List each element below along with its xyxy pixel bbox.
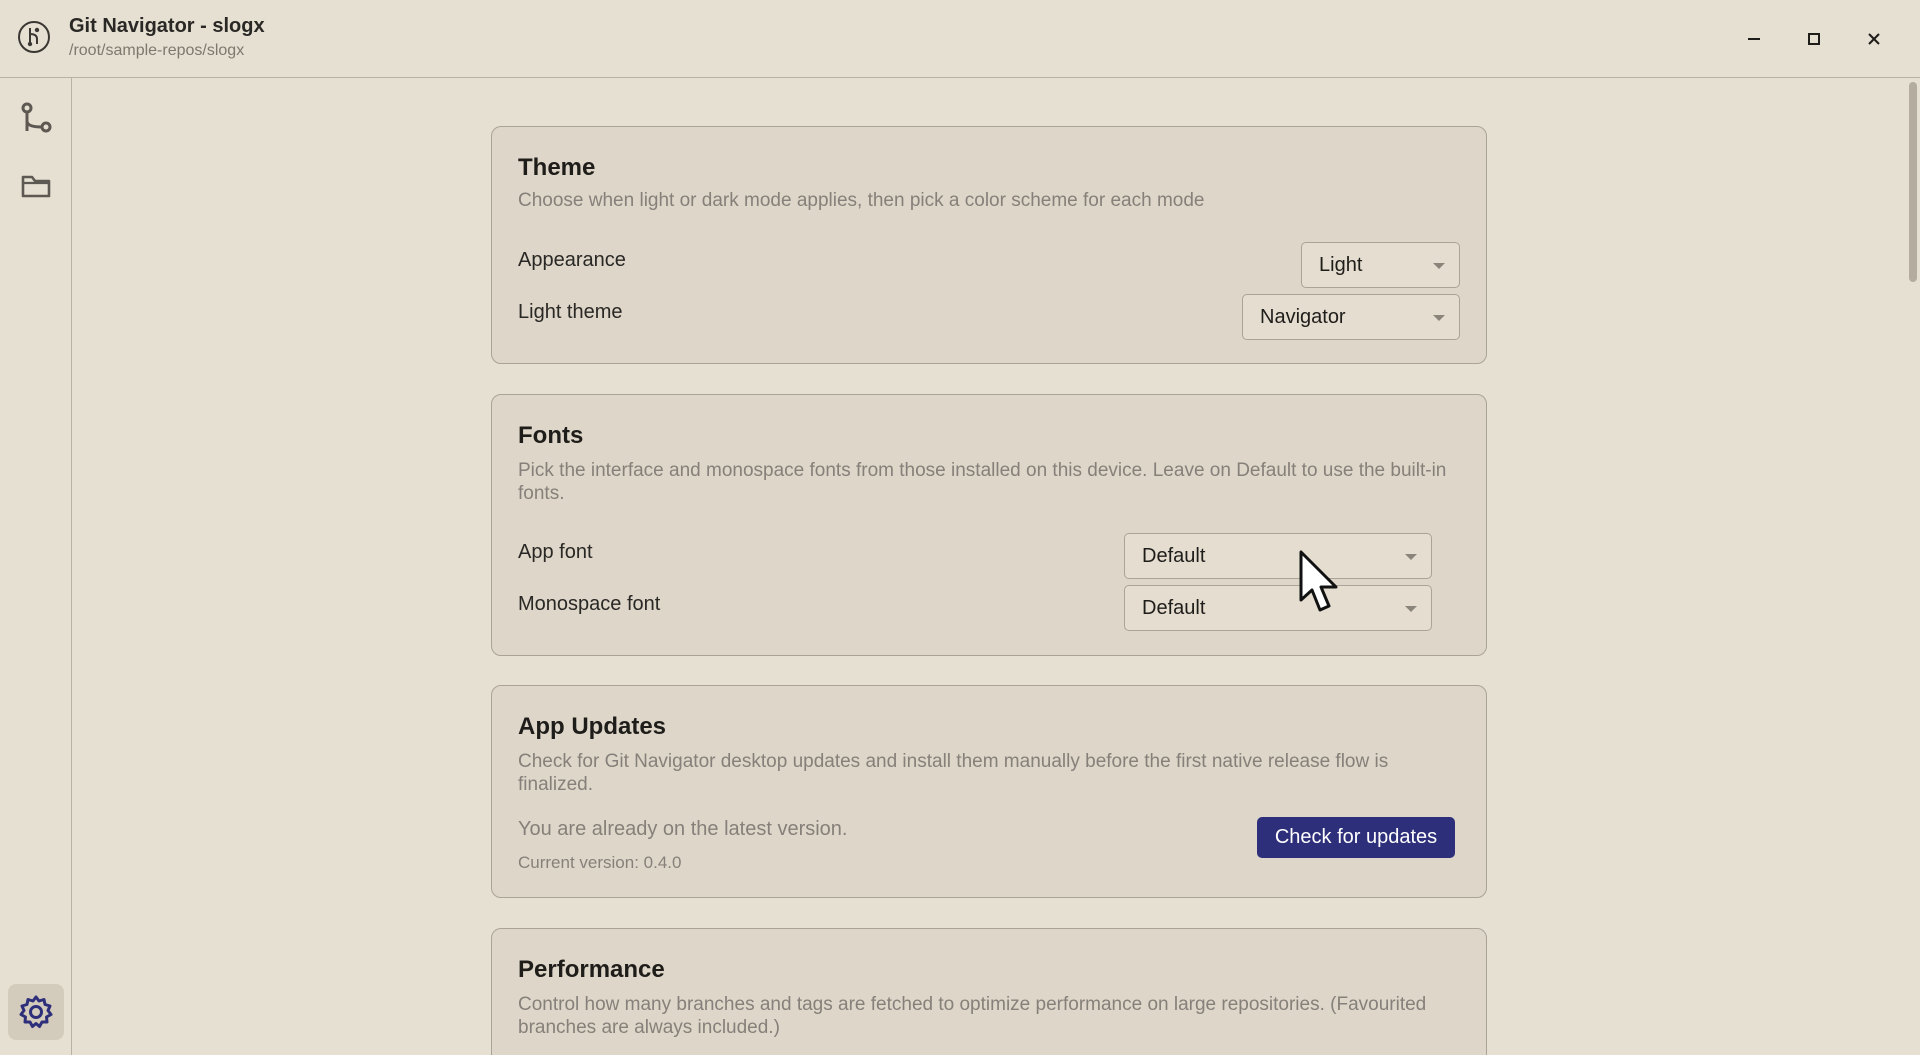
app-logo-icon [17, 20, 51, 54]
chevron-down-icon [1405, 606, 1417, 612]
folder-icon [19, 169, 53, 203]
sidebar-item-repositories[interactable] [8, 158, 64, 214]
updates-description: Check for Git Navigator desktop updates and install them manually before the first native release flow is finalized. [518, 751, 1389, 795]
current-version: Current version: 0.4.0 [518, 853, 682, 872]
minimize-button[interactable] [1737, 22, 1771, 56]
minimize-icon [1746, 31, 1762, 47]
fonts-card [491, 394, 1487, 656]
performance-card [491, 928, 1487, 1055]
app-font-select[interactable] [1124, 533, 1432, 579]
light-theme-value: Navigator [1260, 305, 1346, 328]
mono-font-select[interactable] [1124, 585, 1432, 631]
sidebar-item-settings[interactable] [8, 984, 64, 1040]
appearance-label: Appearance [518, 249, 626, 271]
chevron-down-icon [1433, 263, 1445, 269]
maximize-button[interactable] [1797, 22, 1831, 56]
performance-title: Performance [518, 956, 665, 983]
appearance-select[interactable] [1301, 242, 1460, 288]
close-icon [1866, 31, 1882, 47]
gear-icon [17, 993, 55, 1031]
sidebar-item-branches[interactable] [8, 91, 64, 147]
light-theme-label: Light theme [518, 301, 623, 323]
close-button[interactable] [1857, 22, 1891, 56]
theme-card [491, 126, 1487, 364]
chevron-down-icon [1433, 315, 1445, 321]
updates-card [491, 685, 1487, 898]
check-updates-button[interactable]: Check for updates [1257, 817, 1455, 858]
scroll-thumb[interactable] [1909, 82, 1917, 282]
sidebar [0, 78, 72, 1055]
theme-description: Choose when light or dark mode applies, then pick a color scheme for each mode [518, 190, 1205, 211]
settings-content [73, 78, 1907, 1055]
theme-title: Theme [518, 154, 596, 181]
update-status: You are already on the latest version. [518, 818, 848, 840]
light-theme-select[interactable] [1242, 294, 1460, 340]
fonts-description: Pick the interface and monospace fonts from those installed on this device. Leave on Default to use the built-in fonts. [518, 460, 1447, 504]
updates-title: App Updates [518, 713, 667, 740]
app-font-value: Default [1142, 544, 1206, 567]
mono-font-label: Monospace font [518, 593, 661, 615]
repo-path: /root/sample-repos/slogx [69, 42, 245, 59]
window-title: Git Navigator - slogx [69, 15, 265, 37]
git-branch-icon [18, 101, 54, 137]
maximize-icon [1806, 31, 1822, 47]
mono-font-value: Default [1142, 596, 1206, 619]
title-bar [0, 0, 1920, 78]
chevron-down-icon [1405, 554, 1417, 560]
app-font-label: App font [518, 541, 593, 563]
appearance-value: Light [1319, 253, 1363, 276]
fonts-title: Fonts [518, 422, 584, 449]
performance-description: Control how many branches and tags are fetched to optimize performance on large repositories. (Favourited branches are always included.) [518, 994, 1427, 1038]
main-scrollbar[interactable] [1907, 78, 1920, 1055]
